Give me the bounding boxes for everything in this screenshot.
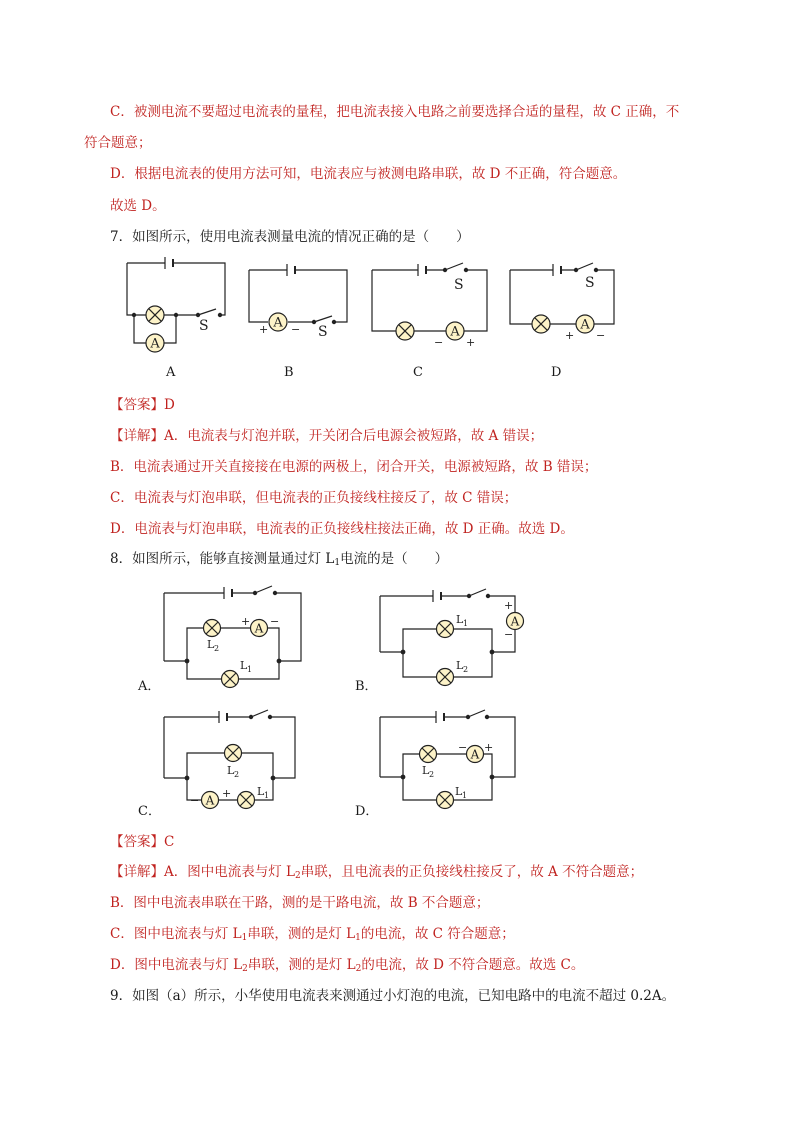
q8-question xyxy=(110,549,448,573)
svg-text:1: 1 xyxy=(247,665,253,674)
q8-question-post: 电流的是（ ） xyxy=(340,551,449,567)
q8-caption-c: C． xyxy=(138,804,161,819)
svg-text:−: − xyxy=(291,323,301,336)
q8-caption-b: B． xyxy=(355,679,378,694)
q8-answer xyxy=(110,832,174,852)
svg-text:L: L xyxy=(422,764,430,777)
svg-text:+: + xyxy=(565,329,575,342)
answer-value: C xyxy=(164,834,175,850)
detail-d-sub2: 2 xyxy=(355,964,362,974)
svg-text:−: − xyxy=(458,741,468,754)
svg-text:+: + xyxy=(484,741,494,754)
q6-option-c-line1: C．被测电流不要超过电流表的量程，把电流表接入电路之前要选择合适的量程，故 C 正确，不 xyxy=(110,104,680,120)
svg-text:+: + xyxy=(466,336,476,349)
detail-d-post: 的电流，故 D 不符合题意。故选 C。 xyxy=(361,957,585,973)
svg-text:1: 1 xyxy=(264,791,270,800)
svg-text:−: − xyxy=(596,329,606,342)
svg-text:+: + xyxy=(504,599,514,612)
svg-text:1: 1 xyxy=(462,791,468,800)
svg-text:−: − xyxy=(190,794,200,807)
q8-caption-d: D． xyxy=(355,804,379,819)
svg-text:2: 2 xyxy=(429,770,435,779)
q7-diagram-b xyxy=(249,264,347,324)
q9-question: 9．如图（a）所示，小华使用电流表来测通过小灯泡的电流，已知电路中的电流不超过 0.2A。 xyxy=(110,988,676,1004)
svg-text:S: S xyxy=(199,318,209,334)
q7-caption-b: B xyxy=(284,365,294,380)
q7-caption-a: A xyxy=(166,365,176,380)
q8-question-sub: 1 xyxy=(334,558,341,568)
q8-detail-a xyxy=(110,862,643,886)
detail-c-sub2: 1 xyxy=(355,933,361,943)
q8-question-pre: 8．如图所示，能够直接测量通过灯 L xyxy=(110,551,335,567)
svg-text:L: L xyxy=(456,659,464,672)
q8-detail-d xyxy=(110,955,584,979)
detail-a-sub: 2 xyxy=(295,871,301,881)
answer-value: D xyxy=(164,397,175,413)
q7-detail-d: D．电流表与灯泡串联，电流表的正负接线柱接法正确，故 D 正确。故选 D。 xyxy=(110,521,574,537)
svg-text:−: − xyxy=(504,628,514,641)
detail-c-mid: 串联，测的是灯 L xyxy=(247,926,356,942)
detail-tag: 【详解】 xyxy=(110,428,164,444)
svg-text:−: − xyxy=(434,336,444,349)
detail-a-text: A．电流表与灯泡并联，开关闭合后电源会被短路，故 A 错误； xyxy=(164,428,544,444)
q6-option-d: D．根据电流表的使用方法可知，电流表应与被测电路串联，故 D 不正确，符合题意。 xyxy=(110,166,627,182)
answer-tag: 【答案】 xyxy=(110,834,164,850)
detail-d-pre: D．图中电流表与灯 L xyxy=(110,957,243,973)
svg-text:L: L xyxy=(207,638,215,651)
svg-text:S: S xyxy=(454,277,464,293)
q7-detail-b: B．电流表通过开关直接接在电源的两极上，闭合开关，电源被短路，故 B 错误； xyxy=(110,459,598,475)
q7-question: 7．如图所示，使用电流表测量电流的情况正确的是（ ） xyxy=(110,229,470,245)
q7-diagram-a xyxy=(127,257,225,343)
q7-detail-c: C．电流表与灯泡串联，但电流表的正负接线柱接反了，故 C 错误； xyxy=(110,490,518,506)
detail-d-sub1: 2 xyxy=(242,964,248,974)
svg-text:S: S xyxy=(318,324,328,340)
svg-text:2: 2 xyxy=(234,770,240,779)
svg-text:2: 2 xyxy=(214,644,220,653)
svg-text:L: L xyxy=(456,613,464,626)
svg-text:+: + xyxy=(241,615,251,628)
detail-c-post: 的电流，故 C 符合题意； xyxy=(360,926,515,942)
q8-detail-b: B．图中电流表串联在干路，测的是干路电流，故 B 不合题意； xyxy=(110,895,490,911)
detail-d-mid: 串联，测的是灯 L xyxy=(247,957,356,973)
svg-text:+: + xyxy=(259,323,269,336)
detail-a-pre: A．图中电流表与灯 L xyxy=(164,864,296,880)
q8-caption-a: A． xyxy=(138,679,161,694)
q8-diagram-a xyxy=(164,586,301,679)
q6-choice: 故选 D。 xyxy=(110,198,166,214)
detail-tag: 【详解】 xyxy=(110,864,164,880)
svg-text:S: S xyxy=(585,275,595,291)
q7-circuit-diagrams xyxy=(0,250,794,590)
answer-tag: 【答案】 xyxy=(110,397,164,413)
q8-circuit-diagrams xyxy=(0,580,794,840)
svg-text:L: L xyxy=(257,785,265,798)
q8-detail-c xyxy=(110,924,515,948)
q8-diagram-d xyxy=(380,710,515,800)
detail-c-sub1: 1 xyxy=(241,933,248,943)
svg-text:2: 2 xyxy=(463,665,469,674)
svg-text:−: − xyxy=(270,615,280,628)
q7-diagram-c xyxy=(372,263,487,331)
q7-diagram-d xyxy=(510,263,614,324)
svg-text:L: L xyxy=(227,764,235,777)
svg-text:L: L xyxy=(240,659,248,672)
detail-a-post: 串联，且电流表的正负接线柱接反了，故 A 不符合题意； xyxy=(300,864,644,880)
q7-answer xyxy=(110,395,175,415)
detail-c-pre: C．图中电流表与灯 L xyxy=(110,926,242,942)
svg-text:+: + xyxy=(222,787,232,800)
q6-option-c-line2: 符合题意； xyxy=(84,135,152,151)
svg-text:L: L xyxy=(455,785,463,798)
q7-caption-d: D xyxy=(551,365,562,380)
q7-caption-c: C xyxy=(413,365,423,380)
q7-detail-a xyxy=(110,426,543,446)
svg-text:1: 1 xyxy=(463,619,469,628)
